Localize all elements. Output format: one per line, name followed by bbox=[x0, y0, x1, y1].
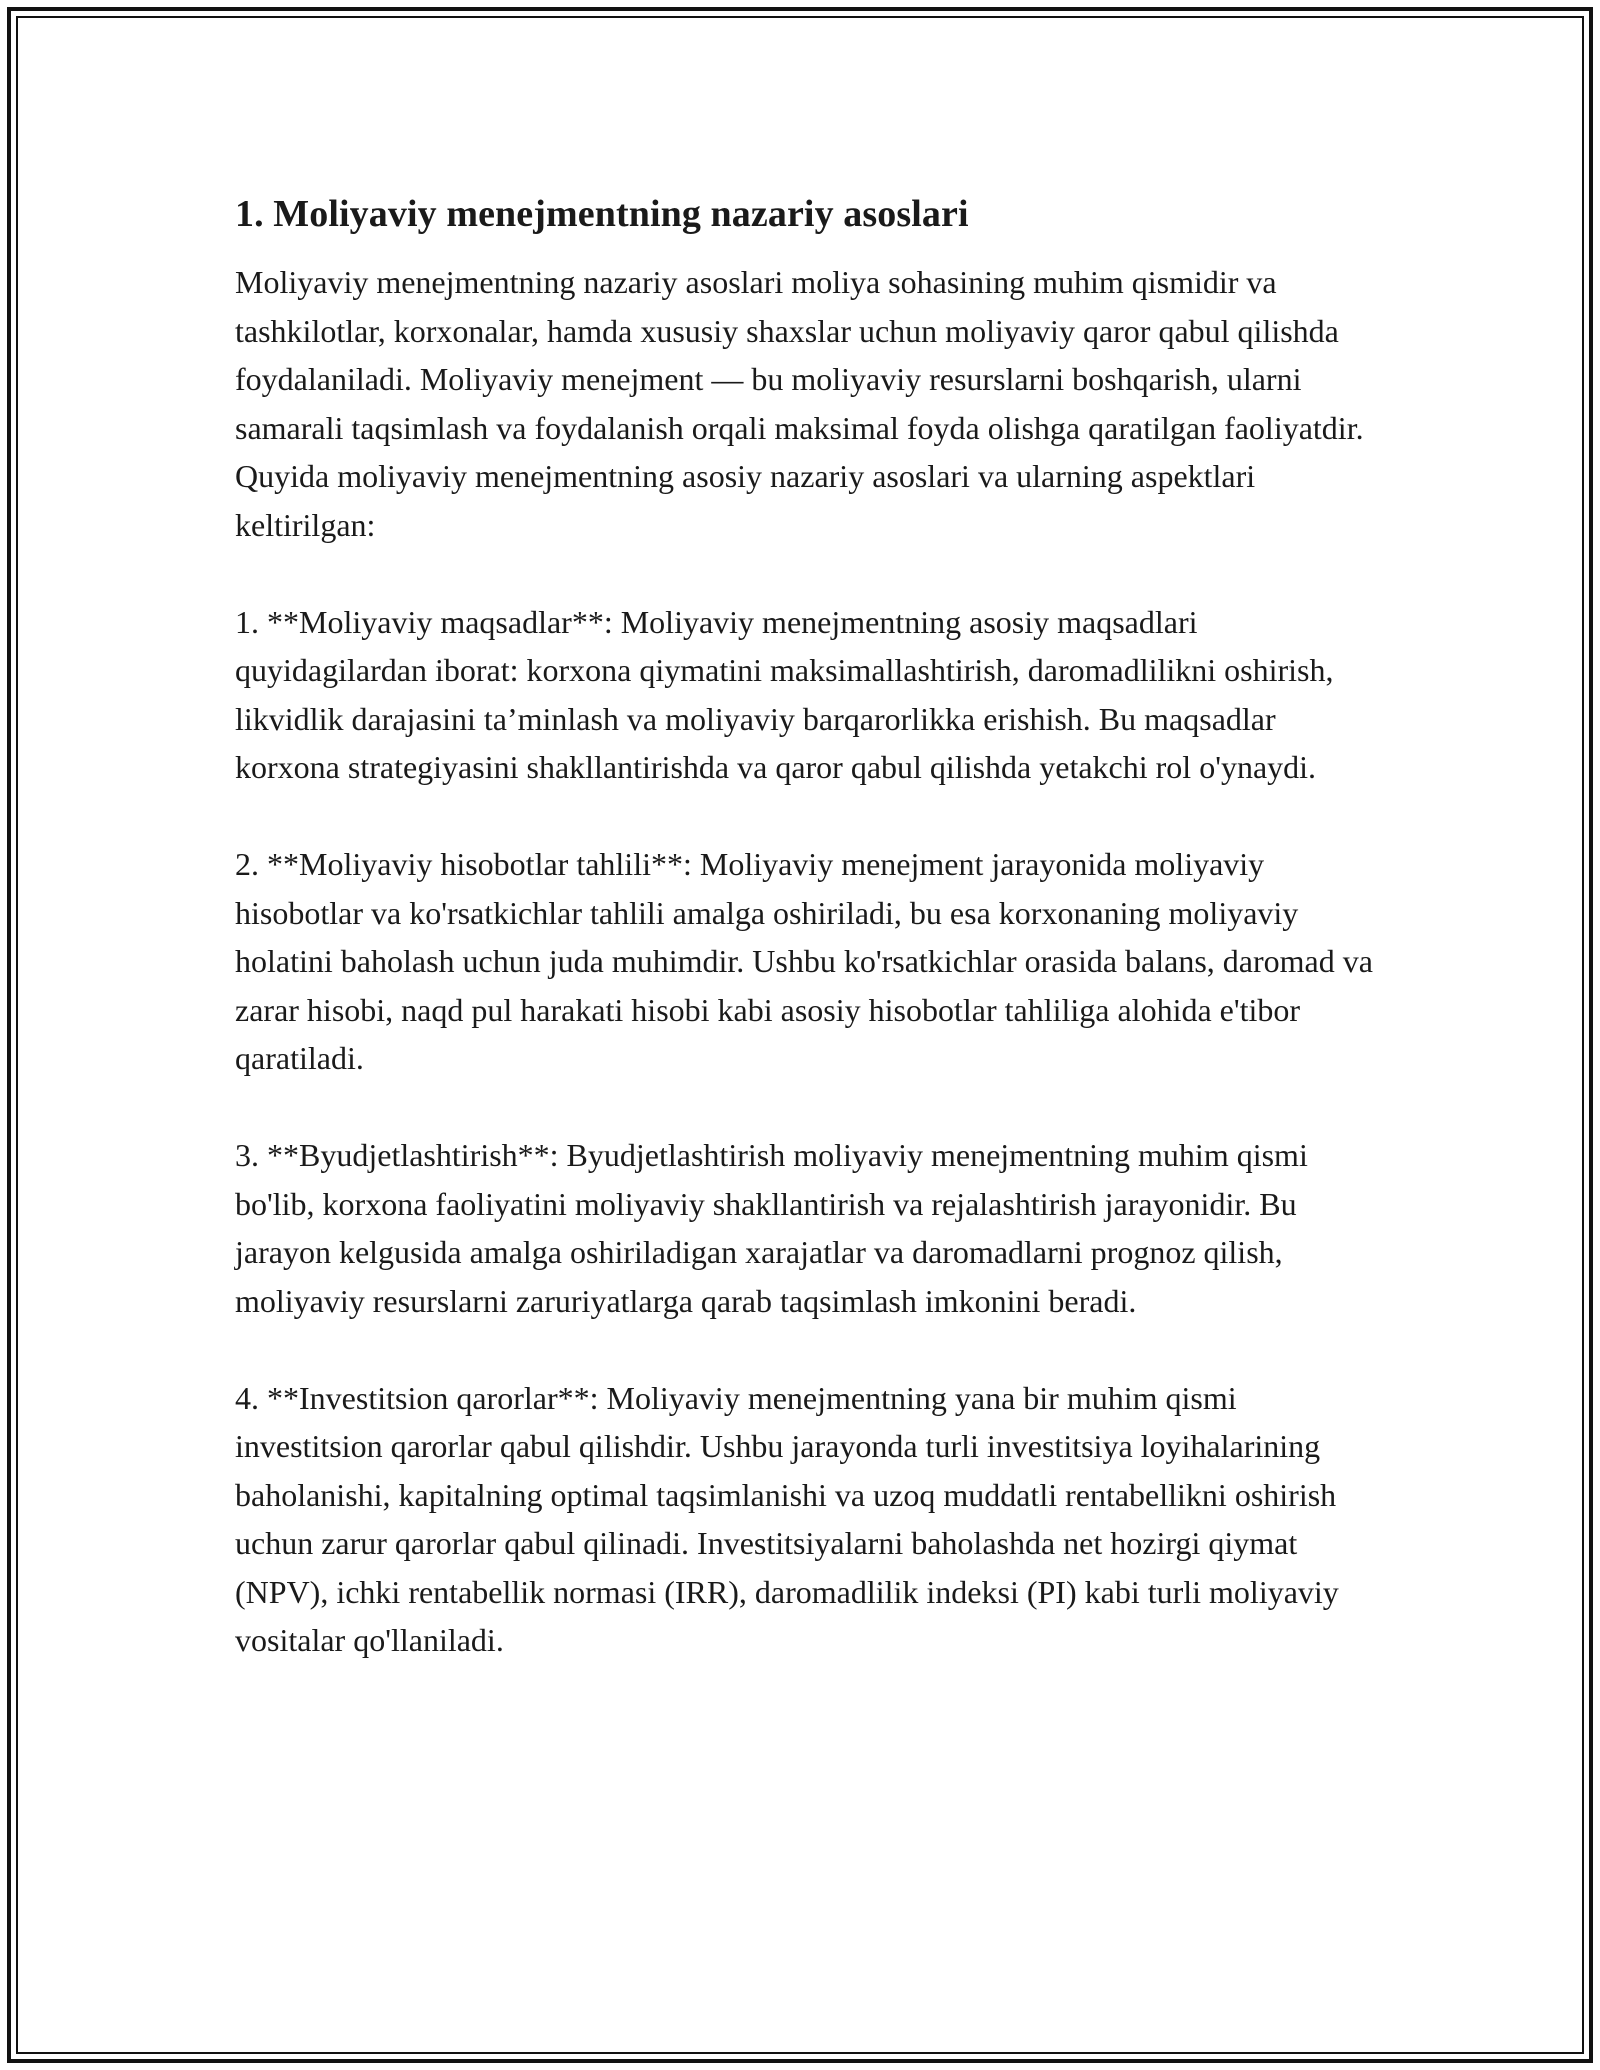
paragraph-item-2: 2. **Moliyaviy hisobotlar tahlili**: Moliyaviy menejment jarayonida moliyaviy hisobotlar va ko'rsatkichlar tahlili amalga oshiriladi, bu esa korxonaning moliyaviy holatini baholash uchun juda muhimdir. Ushbu ko'rsatkichlar orasida balans, daromad va zarar hisobi, naqd pul harakati hisobi kabi asosiy hisobotlar tahliliga alohida e'tibor qaratiladi. bbox=[235, 846, 1373, 1076]
document-body bbox=[235, 186, 1375, 1665]
paragraph-item-4: 4. **Investitsion qarorlar**: Moliyaviy menejmentning yana bir muhim qismi investitsion qarorlar qabul qilishdir. Ushbu jarayonda turli investitsiya loyihalarining baholanishi, kapitalning optimal taqsimlanishi va uzoq muddatli rentabellikni oshirish uchun zarur qarorlar qabul qilinadi. Investitsiyalarni baholashda net hozirgi qiymat (NPV), ichki rentabellik normasi (IRR), daromadlilik indeksi (PI) kabi turli moliyaviy vositalar qo'llaniladi. bbox=[235, 1379, 1339, 1658]
paragraph-item-3: 3. **Byudjetlashtirish**: Byudjetlashtirish moliyaviy menejmentning muhim qismi bo'lib, korxona faoliyatini moliyaviy shakllantirish va rejalashtirish jarayonidir. Bu jarayon kelgusida amalga oshiriladigan xarajatlar va daromadlarni prognoz qilish, moliyaviy resurslarni zaruriyatlarga qarab taqsimlash imkonini beradi. bbox=[235, 1137, 1308, 1319]
paragraph-intro: Moliyaviy menejmentning nazariy asoslari moliya sohasining muhim qismidir va tashkilotlar, korxonalar, hamda xususiy shaxslar uchun moliyaviy qaror qabul qilishda foydalaniladi. Moliyaviy menejment — bu moliyaviy resurslarni boshqarish, ularni samarali taqsimlash va foydalanish orqali maksimal foyda olishga qaratilgan faoliyatdir. Quyida moliyaviy menejmentning asosiy nazariy asoslari va ularning aspektlari keltirilgan: bbox=[235, 264, 1364, 543]
paragraph-item-1: 1. **Moliyaviy maqsadlar**: Moliyaviy menejmentning asosiy maqsadlari quyidagilardan iborat: korxona qiymatini maksimallashtirish, daromadlilikni oshirish, likvidlik darajasini ta’minlash va moliyaviy barqarorlikka erishish. Bu maqsadlar korxona strategiyasini shakllantirishda va qaror qabul qilishda yetakchi rol o'ynaydi. bbox=[235, 603, 1334, 785]
document-title: 1. Moliyaviy menejmentning nazariy asoslari bbox=[235, 193, 969, 235]
